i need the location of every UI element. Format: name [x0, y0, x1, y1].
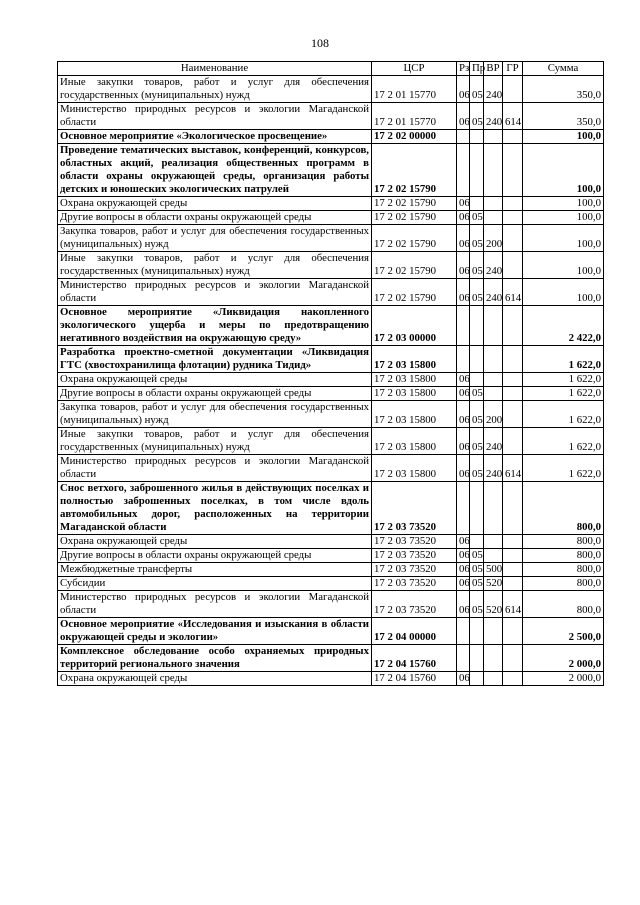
- row-name: Комплексное обследование особо охраняемых природных территорий регионального значения: [58, 645, 372, 672]
- row-sum: 800,0: [523, 482, 604, 535]
- table-row: [58, 591, 604, 618]
- row-csr: 17 2 02 15790: [372, 211, 457, 225]
- row-rz: 06: [457, 197, 470, 211]
- row-vr: 240: [484, 103, 503, 130]
- row-gr: [503, 645, 523, 672]
- table-row: [58, 563, 604, 577]
- row-rz: 06: [457, 549, 470, 563]
- row-pr: 05: [470, 211, 484, 225]
- row-vr: [484, 211, 503, 225]
- row-gr: [503, 76, 523, 103]
- row-rz: 06: [457, 563, 470, 577]
- row-vr: 520: [484, 591, 503, 618]
- table-row: [58, 672, 604, 686]
- row-vr: [484, 549, 503, 563]
- row-gr: [503, 346, 523, 373]
- row-vr: 240: [484, 428, 503, 455]
- row-gr: [503, 401, 523, 428]
- row-csr: 17 2 03 73520: [372, 482, 457, 535]
- table-row: [58, 577, 604, 591]
- row-name: Другие вопросы в области охраны окружающей среды: [58, 387, 372, 401]
- table-row: [58, 144, 604, 197]
- header-vr: ВР: [484, 62, 503, 76]
- row-sum: 800,0: [523, 563, 604, 577]
- row-vr: [484, 645, 503, 672]
- row-gr: [503, 549, 523, 563]
- row-sum: 800,0: [523, 577, 604, 591]
- row-vr: 240: [484, 455, 503, 482]
- row-csr: 17 2 03 15800: [372, 373, 457, 387]
- row-rz: [457, 130, 470, 144]
- row-csr: 17 2 02 15790: [372, 225, 457, 252]
- row-sum: 100,0: [523, 197, 604, 211]
- row-gr: 614: [503, 591, 523, 618]
- row-pr: [470, 645, 484, 672]
- row-csr: 17 2 03 73520: [372, 577, 457, 591]
- row-name: Иные закупки товаров, работ и услуг для обеспечения государственных (муниципальных) нужд: [58, 428, 372, 455]
- row-name: Охрана окружающей среды: [58, 672, 372, 686]
- table-body: [58, 76, 604, 686]
- header-sum: Сумма: [523, 62, 604, 76]
- row-vr: [484, 306, 503, 346]
- row-csr: 17 2 03 15800: [372, 346, 457, 373]
- row-gr: [503, 252, 523, 279]
- row-vr: 240: [484, 252, 503, 279]
- row-pr: 05: [470, 428, 484, 455]
- row-name: Снос ветхого, заброшенного жилья в действующих поселках и полностью заброшенных поселках, в том числе вдоль автомобильных дорог, расположенных на территории Магаданской области: [58, 482, 372, 535]
- row-pr: 05: [470, 225, 484, 252]
- row-pr: [470, 197, 484, 211]
- row-sum: 100,0: [523, 130, 604, 144]
- row-sum: 1 622,0: [523, 346, 604, 373]
- row-name: Проведение тематических выставок, конференций, конкурсов, областных акций, реализация общественных программ в области охраны окружающей среды, организация работы детских и юношеских экологических патрулей: [58, 144, 372, 197]
- row-name: Основное мероприятие «Исследования и изыскания в области окружающей среды и экологии»: [58, 618, 372, 645]
- row-csr: 17 2 03 73520: [372, 591, 457, 618]
- row-csr: 17 2 02 00000: [372, 130, 457, 144]
- row-vr: [484, 387, 503, 401]
- row-rz: 06: [457, 401, 470, 428]
- row-sum: 2 422,0: [523, 306, 604, 346]
- row-csr: 17 2 04 15760: [372, 645, 457, 672]
- header-gr: ГР: [503, 62, 523, 76]
- row-sum: 100,0: [523, 279, 604, 306]
- row-rz: 06: [457, 76, 470, 103]
- header-rz: Рз: [457, 62, 470, 76]
- row-csr: 17 2 03 15800: [372, 387, 457, 401]
- table-row: [58, 455, 604, 482]
- row-gr: [503, 563, 523, 577]
- row-pr: [470, 346, 484, 373]
- row-name: Закупка товаров, работ и услуг для обеспечения государственных (муниципальных) нужд: [58, 401, 372, 428]
- row-pr: [470, 535, 484, 549]
- table-row: [58, 211, 604, 225]
- table-row: [58, 645, 604, 672]
- table-row: [58, 401, 604, 428]
- row-name: Охрана окружающей среды: [58, 373, 372, 387]
- header-csr: ЦСР: [372, 62, 457, 76]
- table-row: [58, 252, 604, 279]
- row-pr: [470, 373, 484, 387]
- row-sum: 100,0: [523, 144, 604, 197]
- table-row: [58, 103, 604, 130]
- row-csr: 17 2 01 15770: [372, 76, 457, 103]
- row-pr: 05: [470, 252, 484, 279]
- row-pr: [470, 672, 484, 686]
- row-sum: 1 622,0: [523, 428, 604, 455]
- row-vr: 500: [484, 563, 503, 577]
- row-sum: 350,0: [523, 76, 604, 103]
- row-pr: 05: [470, 279, 484, 306]
- row-rz: [457, 645, 470, 672]
- row-sum: 800,0: [523, 549, 604, 563]
- row-name: Охрана окружающей среды: [58, 197, 372, 211]
- row-gr: [503, 306, 523, 346]
- row-vr: [484, 482, 503, 535]
- row-pr: 05: [470, 401, 484, 428]
- table-row: [58, 76, 604, 103]
- row-vr: [484, 373, 503, 387]
- row-name: Министерство природных ресурсов и экологии Магаданской области: [58, 279, 372, 306]
- row-name: Иные закупки товаров, работ и услуг для обеспечения государственных (муниципальных) нужд: [58, 252, 372, 279]
- table-row: [58, 279, 604, 306]
- row-name: Охрана окружающей среды: [58, 535, 372, 549]
- row-gr: [503, 672, 523, 686]
- row-gr: [503, 428, 523, 455]
- row-gr: [503, 373, 523, 387]
- header-name: Наименование: [58, 62, 372, 76]
- row-csr: 17 2 01 15770: [372, 103, 457, 130]
- row-csr: 17 2 03 73520: [372, 535, 457, 549]
- row-sum: 2 000,0: [523, 672, 604, 686]
- table-row: [58, 428, 604, 455]
- row-rz: [457, 346, 470, 373]
- table-row: [58, 225, 604, 252]
- row-gr: 614: [503, 455, 523, 482]
- row-sum: 100,0: [523, 252, 604, 279]
- row-gr: [503, 211, 523, 225]
- row-sum: 350,0: [523, 103, 604, 130]
- row-vr: 200: [484, 401, 503, 428]
- table-row: [58, 197, 604, 211]
- row-sum: 1 622,0: [523, 401, 604, 428]
- table-row: [58, 387, 604, 401]
- row-name: Межбюджетные трансферты: [58, 563, 372, 577]
- row-csr: 17 2 02 15790: [372, 279, 457, 306]
- table-header-row: [58, 62, 604, 76]
- row-name: Иные закупки товаров, работ и услуг для обеспечения государственных (муниципальных) нужд: [58, 76, 372, 103]
- row-name: Субсидии: [58, 577, 372, 591]
- row-gr: [503, 577, 523, 591]
- row-csr: 17 2 03 00000: [372, 306, 457, 346]
- row-csr: 17 2 02 15790: [372, 197, 457, 211]
- row-sum: 1 622,0: [523, 455, 604, 482]
- table-row: [58, 130, 604, 144]
- row-rz: 06: [457, 455, 470, 482]
- row-sum: 800,0: [523, 535, 604, 549]
- row-rz: 06: [457, 428, 470, 455]
- row-csr: 17 2 03 15800: [372, 401, 457, 428]
- row-vr: [484, 130, 503, 144]
- row-vr: [484, 144, 503, 197]
- row-pr: [470, 144, 484, 197]
- table-row: [58, 535, 604, 549]
- budget-table: [57, 61, 604, 686]
- row-gr: [503, 535, 523, 549]
- table-row: [58, 346, 604, 373]
- row-gr: [503, 144, 523, 197]
- row-sum: 2 500,0: [523, 618, 604, 645]
- row-rz: 06: [457, 279, 470, 306]
- row-pr: 05: [470, 563, 484, 577]
- table-row: [58, 482, 604, 535]
- row-vr: 200: [484, 225, 503, 252]
- row-pr: 05: [470, 577, 484, 591]
- row-sum: 2 000,0: [523, 645, 604, 672]
- table-row: [58, 373, 604, 387]
- row-csr: 17 2 04 15760: [372, 672, 457, 686]
- row-pr: 05: [470, 549, 484, 563]
- row-gr: [503, 387, 523, 401]
- row-rz: 06: [457, 577, 470, 591]
- row-name: Разработка проектно-сметной документации «Ликвидация ГТС (хвостохранилища флотации) рудника Тидид»: [58, 346, 372, 373]
- row-name: Закупка товаров, работ и услуг для обеспечения государственных (муниципальных) нужд: [58, 225, 372, 252]
- row-pr: 05: [470, 387, 484, 401]
- row-vr: 240: [484, 76, 503, 103]
- row-pr: [470, 130, 484, 144]
- row-gr: [503, 618, 523, 645]
- row-rz: 06: [457, 103, 470, 130]
- row-vr: [484, 672, 503, 686]
- table-row: [58, 618, 604, 645]
- row-pr: 05: [470, 76, 484, 103]
- row-rz: 06: [457, 225, 470, 252]
- row-vr: 520: [484, 577, 503, 591]
- row-csr: 17 2 03 73520: [372, 563, 457, 577]
- row-rz: [457, 618, 470, 645]
- row-name: Министерство природных ресурсов и экологии Магаданской области: [58, 103, 372, 130]
- table-row: [58, 306, 604, 346]
- row-sum: 800,0: [523, 591, 604, 618]
- row-rz: 06: [457, 535, 470, 549]
- row-csr: 17 2 04 00000: [372, 618, 457, 645]
- row-vr: 240: [484, 279, 503, 306]
- row-name: Основное мероприятие «Экологическое просвещение»: [58, 130, 372, 144]
- row-pr: [470, 306, 484, 346]
- row-csr: 17 2 02 15790: [372, 252, 457, 279]
- row-gr: [503, 130, 523, 144]
- row-pr: 05: [470, 455, 484, 482]
- header-pr: Пр: [470, 62, 484, 76]
- row-sum: 100,0: [523, 211, 604, 225]
- row-csr: 17 2 03 15800: [372, 455, 457, 482]
- row-rz: [457, 144, 470, 197]
- row-name: Основное мероприятие «Ликвидация накопленного экологического ущерба и меры по предотвращению негативного воздействия на окружающую среду»: [58, 306, 372, 346]
- row-csr: 17 2 02 15790: [372, 144, 457, 197]
- row-rz: [457, 482, 470, 535]
- row-rz: 06: [457, 672, 470, 686]
- row-gr: [503, 482, 523, 535]
- row-gr: 614: [503, 103, 523, 130]
- row-sum: 1 622,0: [523, 373, 604, 387]
- table-row: [58, 549, 604, 563]
- row-gr: [503, 225, 523, 252]
- page-number: 108: [311, 36, 329, 50]
- row-gr: 614: [503, 279, 523, 306]
- row-vr: [484, 346, 503, 373]
- row-csr: 17 2 03 15800: [372, 428, 457, 455]
- row-rz: [457, 306, 470, 346]
- row-sum: 100,0: [523, 225, 604, 252]
- row-name: Другие вопросы в области охраны окружающей среды: [58, 549, 372, 563]
- row-pr: 05: [470, 103, 484, 130]
- row-pr: [470, 618, 484, 645]
- row-name: Другие вопросы в области охраны окружающей среды: [58, 211, 372, 225]
- row-name: Министерство природных ресурсов и экологии Магаданской области: [58, 455, 372, 482]
- row-vr: [484, 535, 503, 549]
- row-gr: [503, 197, 523, 211]
- row-name: Министерство природных ресурсов и экологии Магаданской области: [58, 591, 372, 618]
- row-rz: 06: [457, 211, 470, 225]
- row-pr: [470, 482, 484, 535]
- row-pr: 05: [470, 591, 484, 618]
- row-rz: 06: [457, 252, 470, 279]
- row-sum: 1 622,0: [523, 387, 604, 401]
- row-rz: 06: [457, 373, 470, 387]
- row-rz: 06: [457, 591, 470, 618]
- row-csr: 17 2 03 73520: [372, 549, 457, 563]
- row-vr: [484, 197, 503, 211]
- row-rz: 06: [457, 387, 470, 401]
- row-vr: [484, 618, 503, 645]
